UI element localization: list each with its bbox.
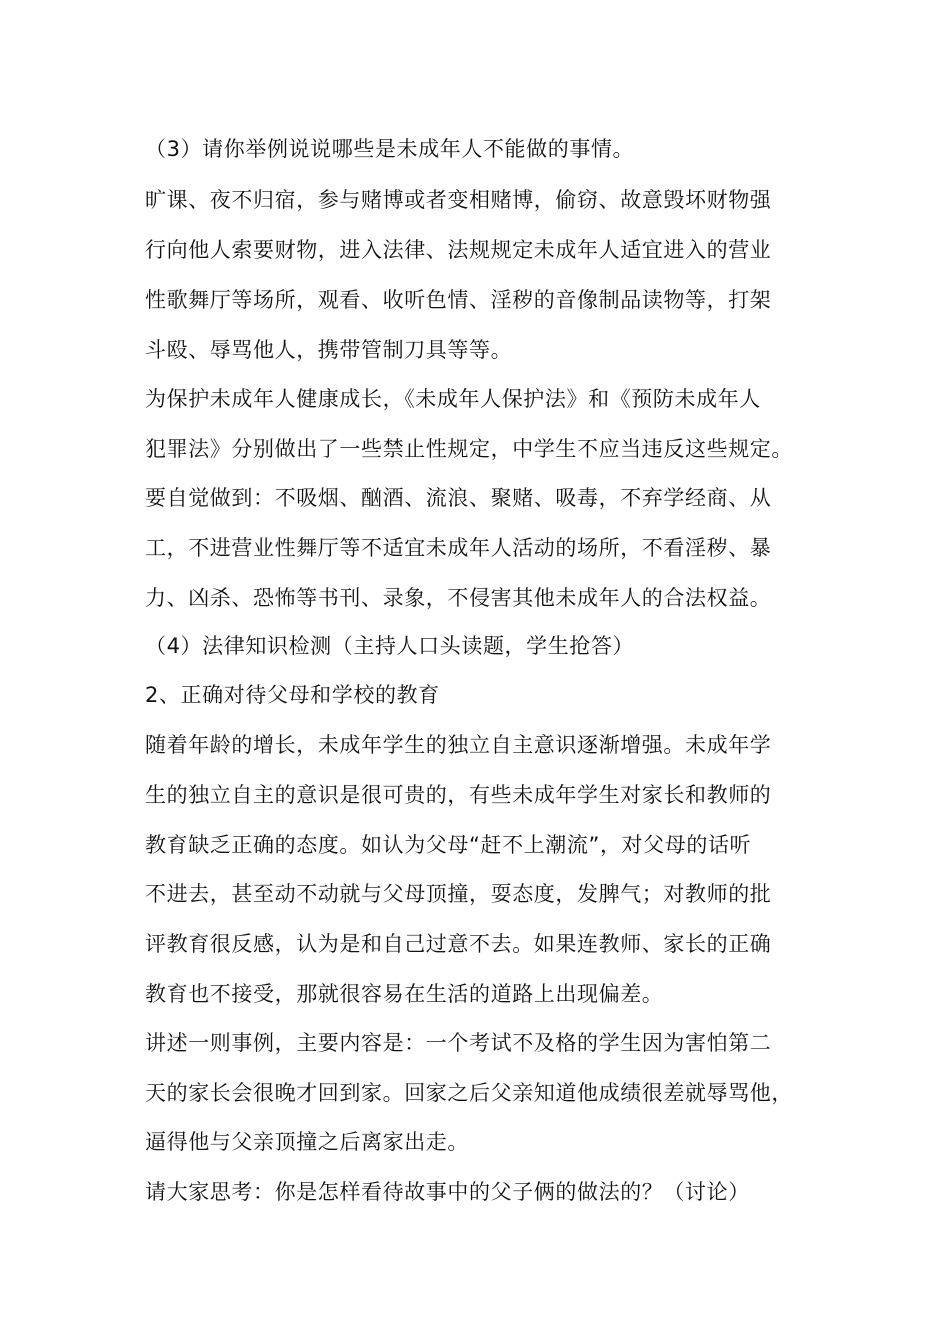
section-heading: 2、正确对待父母和学校的教育 <box>145 683 440 707</box>
text-line: 评教育很反感，认为是和自己过意不去。如果连教师、家长的正确 <box>145 932 772 956</box>
text-line: 教育缺乏正确的态度。如认为父母“赶不上潮流”，对父母的话听 <box>145 833 752 857</box>
text-line: 请大家思考：你是怎样看待故事中的父子俩的做法的？（讨论） <box>145 1180 750 1204</box>
text-line: 为保护未成年人健康成长，《未成年人保护法》和《预防未成年人 <box>145 387 761 411</box>
text-line: 天的家长会很晚才回到家。回家之后父亲知道他成绩很差就辱骂他， <box>145 1081 793 1105</box>
text-line: 要自觉做到：不吸烟、酗酒、流浪、聚赌、吸毒，不弃学经商、从 <box>145 486 772 510</box>
text-line: 不进去，甚至动不动就与父母顶撞，耍态度，发脾气；对教师的批 <box>145 882 772 906</box>
text-line: 行向他人索要财物，进入法律、法规规定未成年人适宜进入的营业 <box>145 238 772 262</box>
text-line: 斗殴、辱骂他人，携带管制刀具等等。 <box>145 338 513 362</box>
text-line: 生的独立自主的意识是很可贵的，有些未成年学生对家长和教师的 <box>145 783 772 807</box>
text-line: 讲述一则事例，主要内容是：一个考试不及格的学生因为害怕第二 <box>145 1031 772 1055</box>
text-line: 教育也不接受，那就很容易在生活的道路上出现偏差。 <box>145 982 664 1006</box>
text-line: 性歌舞厅等场所，观看、收听色情、淫秽的音像制品读物等，打架 <box>145 288 772 312</box>
text-line: 犯罪法》分别做出了一些禁止性规定，中学生不应当违反这些规定。 <box>145 437 793 461</box>
text-line: （4）法律知识检测（主持人口头读题，学生抢答） <box>145 634 635 658</box>
text-line: （3）请你举例说说哪些是未成年人不能做的事情。 <box>145 137 635 161</box>
text-line: 旷课、夜不归宿，参与赌博或者变相赌博，偷窃、故意毁坏财物强 <box>145 188 772 212</box>
text-line: 力、凶杀、恐怖等书刊、录象，不侵害其他未成年人的合法权益。 <box>145 586 772 610</box>
text-line: 工，不进营业性舞厅等不适宜未成年人活动的场所，不看淫秽、暴 <box>145 536 772 560</box>
text-line: 随着年龄的增长，未成年学生的独立自主意识逐渐增强。未成年学 <box>145 733 772 757</box>
text-line: 逼得他与父亲顶撞之后离家出走。 <box>145 1130 469 1154</box>
